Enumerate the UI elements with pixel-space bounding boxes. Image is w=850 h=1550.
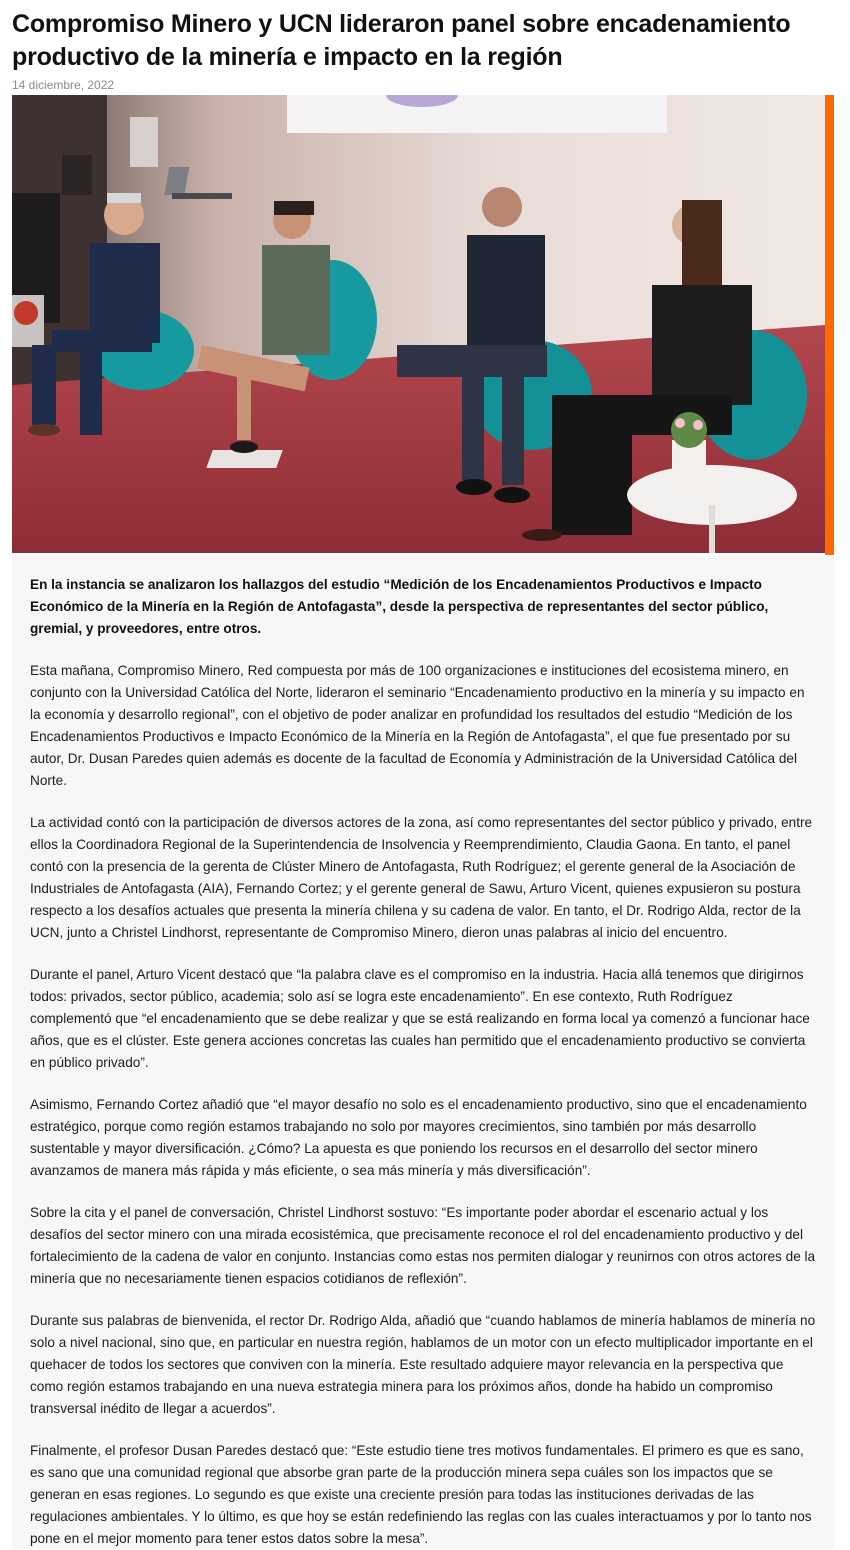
article-paragraph: Sobre la cita y el panel de conversación, Christel Lindhorst sostuvo: “Es importante poder abordar el escenario actual y los desafíos del sector minero con una mirada ecosistémica, que precisamente reconoce el rol del encadenamiento productivo y del fortalecimiento de la cadena de valor en conjunto. Instancias como estas nos permiten dialogar y reunirnos con otros actores de la minería que no necesariamente tienen espacios cotidianos de reflexión”. <box>30 1205 816 1286</box>
article-paragraph: Esta mañana, Compromiso Minero, Red compuesta por más de 100 organizaciones e instituciones del ecosistema minero, en conjunto con la Universidad Católica del Norte, lideraron el seminario “Encadenamiento productivo en la minería y su impacto en la economía y desarrollo regional”, con el objetivo de poder analizar en profundidad los resultados del estudio “Medición de los Encadenamientos Productivos e Impacto Económico de la Minería en la Región de Antofagasta”, el que fue presentado por su autor, Dr. Dusan Paredes quien además es docente de la facultad de Economía y Administración de la Universidad Católica del Norte. <box>30 663 805 788</box>
article-body <box>12 556 834 1549</box>
article-paragraph: La actividad contó con la participación de diversos actores de la zona, así como representantes del sector público y privado, entre ellos la Coordinadora Regional de la Superintendencia de Insolvencia y Reemprendimiento, Claudia Gaona. En tanto, el panel contó con la presencia de la gerenta de Clúster Minero de Antofagasta, Ruth Rodríguez; el gerente general de la Asociación de Industriales de Antofagasta (AIA), Fernando Cortez; y el gerente general de Sawu, Arturo Vicent, quienes expusieron su postura respecto a los desafíos actuales que presenta la minería chilena y su cadena de valor. En tanto, el Dr. Rodrigo Alda, rector de la UCN, junto a Christel Lindhorst, representante de Compromiso Minero, dieron unas palabras al inicio del encuentro. <box>30 815 813 940</box>
accent-bar <box>825 95 834 555</box>
publish-date: 14 diciembre, 2022 <box>12 78 115 92</box>
article-title: Compromiso Minero y UCN lideraron panel sobre encadenamiento productivo de la minería e impacto en la región <box>12 10 791 71</box>
article-photo <box>12 95 825 553</box>
article-paragraph: Durante el panel, Arturo Vicent destacó que “la palabra clave es el compromiso en la industria. Hacia allá tenemos que dirigirnos todos: privados, sector público, academia; solo así se logra este encadenamiento”. En ese contexto, Ruth Rodríguez complementó que “el encadenamiento que se debe realizar y que se está realizando en forma local ya comenzó a funcionar hace años, que es el clúster. Este genera acciones concretas las cuales han permitido que el encadenamiento productivo se convierta en público privado”. <box>30 967 810 1070</box>
article-paragraph: Finalmente, el profesor Dusan Paredes destacó que: “Este estudio tiene tres motivos fundamentales. El primero es que es sano, es sano que una comunidad regional que absorbe gran parte de la producción minera sepa cuáles son los impactos que se generan en esas regiones. Lo segundo es que existe una creciente presión para todas las instituciones derivadas de las regulaciones ambientales. Y lo último, es que hoy se están redefiniendo las reglas con las cuales interactuamos y por lo tanto nos pone en el mejor momento para tener estos datos sobre la mesa”. <box>30 1443 812 1546</box>
article-paragraph: Durante sus palabras de bienvenida, el rector Dr. Rodrigo Alda, añadió que “cuando hablamos de minería hablamos de minería no solo a nivel nacional, sino que, en particular en nuestra región, hablamos de un motor con un efecto multiplicador importante en el quehacer de todos los sectores que conviven con la minería. Este resultado adquiere mayor relevancia en la perspectiva que como región estamos trabajando en una nueva estrategia minera para los próximos años, donde ha habido un compromiso transversal inédito de llegar a acuerdos”. <box>30 1313 816 1416</box>
article-lead: En la instancia se analizaron los hallazgos del estudio “Medición de los Encadenamientos Productivos e Impacto Económico de la Minería en la Región de Antofagasta”, desde la perspectiva de representantes del sector público, gremial, y proveedores, entre otros. <box>30 577 769 636</box>
article-paragraph: Asimismo, Fernando Cortez añadió que “el mayor desafío no solo es el encadenamiento productivo, sino que el encadenamiento estratégico, porque como región estamos trabajando no solo por mayores crecimientos, sino también por más desarrollo sustentable y mayor diversificación. ¿Cómo? La apuesta es que poniendo los recursos en el desarrollo del sector minero avanzamos de manera más rápida y más eficiente, o sea más minería y más diversificación”. <box>30 1097 807 1178</box>
